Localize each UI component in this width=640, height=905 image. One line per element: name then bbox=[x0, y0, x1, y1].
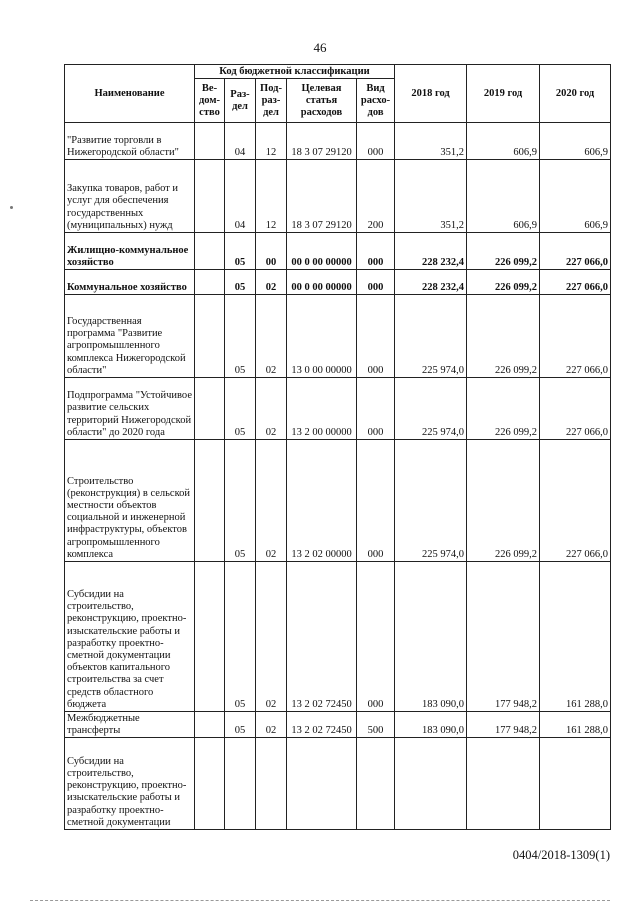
cell-ved bbox=[195, 270, 225, 295]
cell-y2018: 225 974,0 bbox=[395, 378, 467, 440]
cell-podrazdel: 02 bbox=[256, 270, 287, 295]
cell-razdel: 05 bbox=[225, 440, 256, 562]
cell-y2018: 228 232,4 bbox=[395, 270, 467, 295]
header-vid: Вид расхо- дов bbox=[357, 79, 395, 123]
cell-y2019: 606,9 bbox=[467, 160, 540, 233]
cell-tselevaya: 13 2 00 00000 bbox=[287, 378, 357, 440]
table-body bbox=[65, 123, 611, 830]
cell-vid: 000 bbox=[357, 295, 395, 378]
cell-y2020: 161 288,0 bbox=[540, 562, 611, 712]
table-row bbox=[65, 270, 611, 295]
cell-podrazdel: 12 bbox=[256, 123, 287, 160]
cell-vid bbox=[357, 738, 395, 830]
cell-ved bbox=[195, 738, 225, 830]
cell-podrazdel bbox=[256, 738, 287, 830]
cell-name: Строительство (реконструкция) в сельской местности объектов социальной и инженерной инфраструктуры, объектов агропромышленного комплекса bbox=[65, 440, 195, 562]
cell-name: Субсидии на строительство, реконструкцию, проектно-изыскательские работы и разработку проектно-сметной документации объектов капитального строительства за счет средств областного бюджета bbox=[65, 562, 195, 712]
cell-vid: 500 bbox=[357, 712, 395, 738]
cell-podrazdel: 02 bbox=[256, 712, 287, 738]
header-vedomstvo: Ве- дом- ство bbox=[195, 79, 225, 123]
cell-name: Жилищно-коммунальное хозяйство bbox=[65, 233, 195, 270]
cell-name: Государственная программа "Развитие агропромышленного комплекса Нижегородской области" bbox=[65, 295, 195, 378]
cell-name: "Развитие торговли в Нижегородской области" bbox=[65, 123, 195, 160]
header-2020: 2020 год bbox=[540, 65, 611, 123]
cell-y2018: 225 974,0 bbox=[395, 295, 467, 378]
cell-podrazdel: 02 bbox=[256, 295, 287, 378]
cell-tselevaya: 18 3 07 29120 bbox=[287, 160, 357, 233]
cell-tselevaya: 13 2 02 72450 bbox=[287, 712, 357, 738]
cell-tselevaya: 13 2 02 72450 bbox=[287, 562, 357, 712]
cell-y2019: 226 099,2 bbox=[467, 440, 540, 562]
cell-ved bbox=[195, 440, 225, 562]
cell-y2019: 226 099,2 bbox=[467, 270, 540, 295]
cell-y2019: 226 099,2 bbox=[467, 378, 540, 440]
cell-y2020: 227 066,0 bbox=[540, 440, 611, 562]
cell-podrazdel: 00 bbox=[256, 233, 287, 270]
cell-razdel bbox=[225, 738, 256, 830]
cell-vid: 000 bbox=[357, 440, 395, 562]
cell-podrazdel: 02 bbox=[256, 378, 287, 440]
document-code: 0404/2018-1309(1) bbox=[512, 848, 610, 862]
cell-y2019: 177 948,2 bbox=[467, 562, 540, 712]
cell-y2020 bbox=[540, 738, 611, 830]
cell-y2020: 227 066,0 bbox=[540, 270, 611, 295]
cell-razdel: 04 bbox=[225, 160, 256, 233]
cell-y2019 bbox=[467, 738, 540, 830]
cell-name: Закупка товаров, работ и услуг для обеспечения государственных (муниципальных) нужд bbox=[65, 160, 195, 233]
cell-y2019: 177 948,2 bbox=[467, 712, 540, 738]
cell-y2020: 161 288,0 bbox=[540, 712, 611, 738]
cell-y2020: 606,9 bbox=[540, 160, 611, 233]
cell-razdel: 05 bbox=[225, 295, 256, 378]
cell-razdel: 05 bbox=[225, 378, 256, 440]
cell-razdel: 05 bbox=[225, 270, 256, 295]
header-2019: 2019 год bbox=[467, 65, 540, 123]
cell-vid: 000 bbox=[357, 270, 395, 295]
cell-y2020: 227 066,0 bbox=[540, 378, 611, 440]
table-row bbox=[65, 738, 611, 830]
table-row bbox=[65, 378, 611, 440]
cell-y2018: 183 090,0 bbox=[395, 562, 467, 712]
cell-ved bbox=[195, 562, 225, 712]
cell-y2020: 606,9 bbox=[540, 123, 611, 160]
header-code-group: Код бюджетной классификации bbox=[195, 65, 395, 79]
cell-podrazdel: 12 bbox=[256, 160, 287, 233]
table-row bbox=[65, 160, 611, 233]
cell-y2020: 227 066,0 bbox=[540, 295, 611, 378]
cell-ved bbox=[195, 712, 225, 738]
scan-speck bbox=[10, 206, 13, 209]
cell-ved bbox=[195, 123, 225, 160]
cell-razdel: 04 bbox=[225, 123, 256, 160]
cell-name: Субсидии на строительство, реконструкцию, проектно-изыскательские работы и разработку проектно-сметной документации bbox=[65, 738, 195, 830]
cell-y2018: 351,2 bbox=[395, 123, 467, 160]
cell-y2020: 227 066,0 bbox=[540, 233, 611, 270]
cell-y2019: 226 099,2 bbox=[467, 233, 540, 270]
cell-podrazdel: 02 bbox=[256, 562, 287, 712]
page-number: 46 bbox=[313, 40, 327, 55]
scan-edge-line bbox=[30, 900, 610, 901]
cell-razdel: 05 bbox=[225, 562, 256, 712]
cell-y2018: 351,2 bbox=[395, 160, 467, 233]
cell-ved bbox=[195, 295, 225, 378]
cell-y2019: 606,9 bbox=[467, 123, 540, 160]
cell-tselevaya: 13 0 00 00000 bbox=[287, 295, 357, 378]
cell-vid: 200 bbox=[357, 160, 395, 233]
table-row bbox=[65, 562, 611, 712]
cell-tselevaya: 00 0 00 00000 bbox=[287, 233, 357, 270]
header-tselevaya: Целевая статья расходов bbox=[287, 79, 357, 123]
cell-vid: 000 bbox=[357, 233, 395, 270]
cell-y2018 bbox=[395, 738, 467, 830]
table-row bbox=[65, 712, 611, 738]
cell-vid: 000 bbox=[357, 378, 395, 440]
cell-name: Подпрограмма "Устойчивое развитие сельских территорий Нижегородской области" до 2020 года bbox=[65, 378, 195, 440]
cell-tselevaya bbox=[287, 738, 357, 830]
cell-y2019: 226 099,2 bbox=[467, 295, 540, 378]
header-razdel: Раз- дел bbox=[225, 79, 256, 123]
table-row bbox=[65, 440, 611, 562]
cell-tselevaya: 00 0 00 00000 bbox=[287, 270, 357, 295]
cell-y2018: 228 232,4 bbox=[395, 233, 467, 270]
cell-vid: 000 bbox=[357, 123, 395, 160]
header-podrazdel: Под- раз- дел bbox=[256, 79, 287, 123]
cell-vid: 000 bbox=[357, 562, 395, 712]
header-2018: 2018 год bbox=[395, 65, 467, 123]
cell-razdel: 05 bbox=[225, 233, 256, 270]
cell-tselevaya: 13 2 02 00000 bbox=[287, 440, 357, 562]
cell-tselevaya: 18 3 07 29120 bbox=[287, 123, 357, 160]
budget-table bbox=[64, 64, 611, 830]
cell-razdel: 05 bbox=[225, 712, 256, 738]
table-row bbox=[65, 123, 611, 160]
cell-ved bbox=[195, 378, 225, 440]
cell-y2018: 183 090,0 bbox=[395, 712, 467, 738]
cell-ved bbox=[195, 233, 225, 270]
cell-name: Коммунальное хозяйство bbox=[65, 270, 195, 295]
cell-y2018: 225 974,0 bbox=[395, 440, 467, 562]
cell-ved bbox=[195, 160, 225, 233]
cell-podrazdel: 02 bbox=[256, 440, 287, 562]
table-row bbox=[65, 295, 611, 378]
header-name: Наименование bbox=[65, 65, 195, 123]
cell-name: Межбюджетные трансферты bbox=[65, 712, 195, 738]
table-row bbox=[65, 233, 611, 270]
